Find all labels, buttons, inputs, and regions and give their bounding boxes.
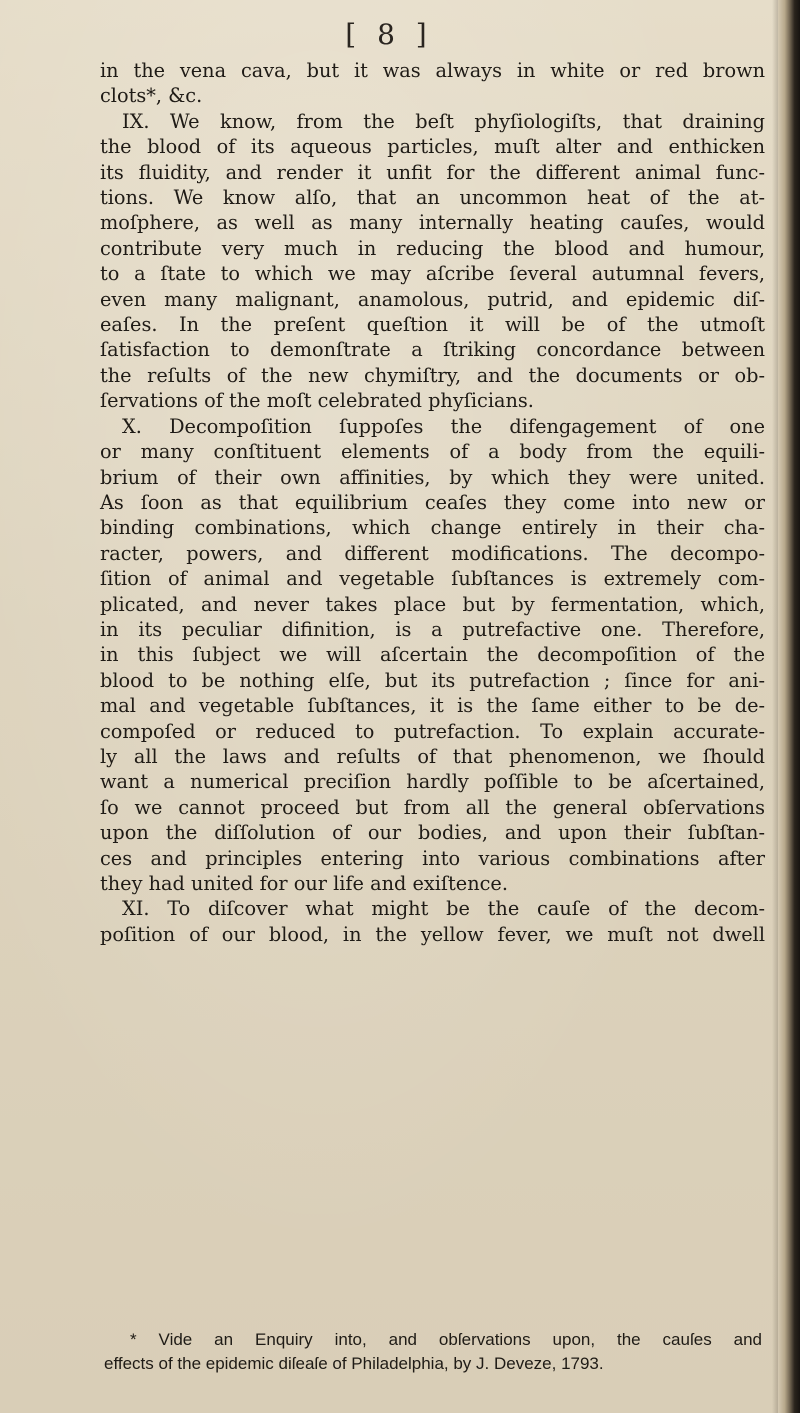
body-line: eaſes. In the preſent queſtion it will be of the utmoſt (100, 313, 765, 337)
body-line: even many malignant, anamolous, putrid, and epidemic diſ- (100, 287, 765, 311)
book-spine (778, 0, 800, 1413)
body-line: want a numerical preciſion hardly poſſible to be aſcertained, (100, 770, 765, 794)
body-line: the reſults of the new chymiſtry, and the documents or ob- (100, 363, 765, 387)
body-line: moſphere, as well as many internally heating cauſes, would (100, 211, 765, 235)
page-number-header: [ 8 ] (345, 18, 433, 51)
body-line: brium of their own affinities, by which they were united. (100, 465, 765, 489)
body-line: IX. We know, from the beſt phyſiologiſts, that draining (122, 109, 765, 133)
body-line: or many conſtituent elements of a body from the equili- (100, 440, 765, 464)
body-line: ſervations of the moſt celebrated phyſicians. (100, 389, 534, 413)
body-text (100, 58, 765, 947)
body-line: ly all the laws and reſults of that phenomenon, we ſhould (100, 744, 765, 768)
body-line: binding combinations, which change entirely in their cha- (100, 516, 765, 540)
body-line: to a ſtate to which we may aſcribe ſeveral autumnal fevers, (100, 262, 765, 286)
body-line: in this ſubject we will aſcertain the decompoſition of the (100, 643, 765, 667)
body-line: compoſed or reduced to putrefaction. To explain accurate- (100, 719, 765, 743)
footnote-line: effects of the epidemic diſeaſe of Philadelphia, by J. Deveze, 1793. (104, 1354, 604, 1373)
body-line: the blood of its aqueous particles, muſt alter and enthicken (100, 135, 765, 159)
body-line: tions. We know alſo, that an uncommon heat of the at- (100, 186, 765, 210)
body-line: blood to be nothing elſe, but its putrefaction ; ſince for ani- (100, 668, 765, 692)
body-line: they had united for our life and exiſtence. (100, 872, 508, 895)
body-line: in the vena cava, but it was always in white or red brown (100, 59, 765, 82)
body-line: in its peculiar difinition, is a putrefactive one. Therefore, (100, 617, 765, 641)
body-line: poſition of our blood, in the yellow fever, we muſt not dwell (100, 922, 765, 946)
body-line: X. Decompoſition ſuppoſes the difengagement of one (122, 414, 765, 438)
body-line: upon the diſſolution of our bodies, and upon their ſubſtan- (100, 821, 765, 845)
body-line: ſo we cannot proceed but from all the general obſervations (100, 795, 765, 819)
footnote (104, 1328, 762, 1376)
body-line: contribute very much in reducing the blood and humour, (100, 236, 765, 260)
body-line: plicated, and never takes place but by fermentation, which, (100, 592, 765, 616)
body-line: clots*, &c. (100, 84, 203, 108)
body-line: ſition of animal and vegetable ſubſtances is extremely com- (100, 567, 765, 591)
body-line: ſatisfaction to demonſtrate a ſtriking concordance between (100, 338, 765, 362)
body-line: XI. To diſcover what might be the cauſe of the decom- (122, 897, 765, 921)
body-line: racter, powers, and different modifications. The decompo- (100, 541, 765, 565)
body-line: As ſoon as that equilibrium ceaſes they come into new or (100, 490, 765, 514)
body-line: ces and principles entering into various combinations after (100, 846, 765, 870)
body-line: its fluidity, and render it unfit for the different animal func- (100, 160, 765, 184)
footnote-line: * Vide an Enquiry into, and obſervations upon, the cauſes and (130, 1330, 762, 1349)
body-line: mal and vegetable ſubſtances, it is the ſame either to be de- (100, 694, 765, 718)
